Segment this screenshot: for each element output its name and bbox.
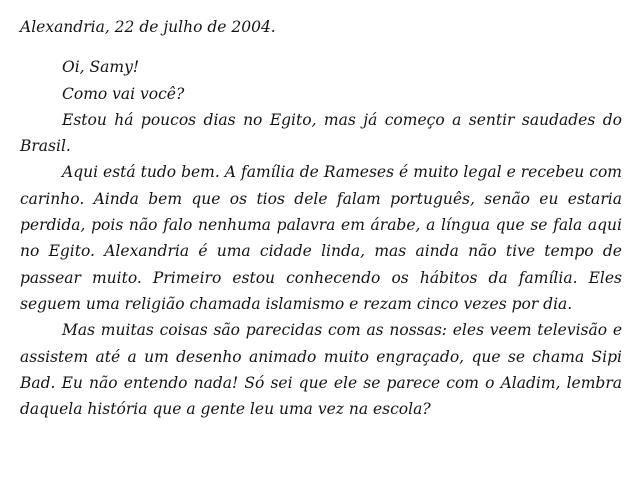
letter-paragraph-family: Aqui está tudo bem. A família de Rameses é muito legal e recebeu com carinho. Ainda bem que os tios dele falam português, senão eu estaria perdida, pois não falo nenhuma palavra em árabe, a língua que se fala aqui no Egito. Alexandria é uma cidade linda, mas ainda não tive tempo de passear muito. Primeiro estou conhecendo os hábitos da família. Eles seguem uma religião chamada islamismo e rezam cinco vezes por dia.	[20, 163, 622, 313]
letter-dateline: Alexandria, 22 de julho de 2004.	[20, 18, 276, 36]
letter-paragraph-similarities: Mas muitas coisas são parecidas com as nossas: eles veem televisão e assistem até a um desenho animado muito engraçado, que se chama Sipi Bad. Eu não entendo nada! Só sei que ele se parece com o Aladim, lembra daquela história que a gente leu uma vez na escola?	[20, 321, 622, 419]
letter-question: Como vai você?	[62, 84, 185, 103]
letter-paragraph-intro: Estou há poucos dias no Egito, mas já começo a sentir saudades do Brasil.	[20, 110, 622, 156]
letter-greeting: Oi, Samy!	[62, 58, 140, 77]
